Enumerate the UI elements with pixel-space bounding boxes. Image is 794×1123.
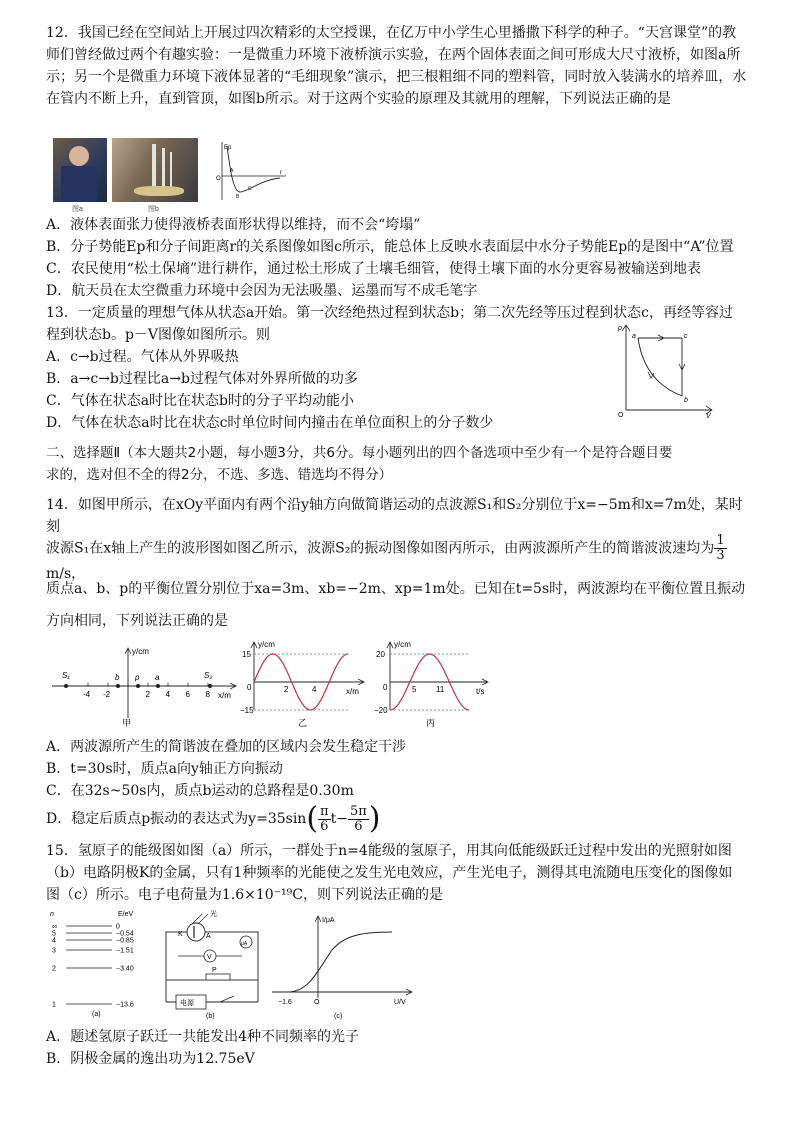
q15-b-p: P (212, 967, 217, 974)
q13-o-label: O (618, 412, 624, 419)
q14-jia-s2: S₂ (204, 671, 213, 680)
q14-line2-text: 波源S₁在x轴上产生的波形图如图乙所示，波源S₂的振动图像如图丙所示，由两波源所产生的简谐波波速均为 (46, 540, 715, 557)
q13-a-label: a (632, 333, 636, 340)
q15-level-e: 0 (116, 923, 120, 931)
q14-jia-caption: 甲 (122, 718, 132, 728)
q15-fig-b-circuit (158, 908, 268, 1020)
q13-v-label: V (706, 413, 711, 420)
q14-d-den2: 6 (354, 818, 363, 834)
q12-fig-c-ep-label: Ep (224, 145, 232, 151)
q14-line4: 方向相同，下列说法正确的是 (46, 613, 228, 629)
q14-speed-den: 3 (716, 548, 725, 563)
q14-bing-amp-bot: −20 (374, 706, 388, 715)
q14-yi-amp-top: 15 (242, 650, 251, 659)
q12-fig-a-caption: 图a (72, 206, 83, 213)
q13-pv-graph (614, 322, 718, 418)
q14-jia-tick-label: 2 (145, 690, 150, 699)
q14-fig-jia (46, 640, 242, 730)
q15-level-e: −1.51 (116, 947, 134, 955)
q14-bing-y: y/cm (394, 640, 411, 649)
q14-yi-y: y/cm (258, 640, 275, 649)
q13-option-d: D．气体在状态a时比在状态c时单位时间内撞击在单位面积上的分子数少 (46, 415, 494, 431)
q12-fig-b-caption: 图b (148, 206, 159, 213)
q15-level-n: 2 (52, 965, 56, 973)
q14-d-num1: π (320, 803, 329, 819)
q15-line3: 图（c）所示。电子电荷量为1.6×10⁻¹⁹C，则下列说法正确的是 (46, 887, 443, 903)
q14-jia-tick-label: -2 (103, 690, 111, 699)
q15-c-u: U/V (394, 999, 406, 1006)
q12-option-a: A．液体表面张力使得液桥表面形状得以维持，而不会“垮塌” (46, 217, 421, 233)
q15-b-a: A (206, 933, 211, 940)
section2-line2: 求的，选对但不全的得2分，不选、多选、错选均不得分） (46, 467, 393, 483)
q15-level-e: −3.40 (116, 965, 134, 973)
q15-line1: 15．氢原子的能级图如图（a）所示，一群处于n=4能级的氢原子，用其向低能级跃迁过程中发出的光照射如图 (46, 843, 732, 859)
q14-jia-x: x/m (218, 691, 231, 700)
q15-level-n: ∞ (52, 923, 57, 931)
q14-jia-tick-label: -4 (83, 690, 91, 699)
q13-option-b: B．a→c→b过程比a→b过程气体对外界所做的功多 (46, 371, 358, 387)
q15-b-v: V (207, 954, 212, 961)
q15-b-ua: μA (241, 941, 248, 947)
q14-bing-amp-top: 20 (376, 650, 385, 659)
q15-level-e: −0.85 (116, 937, 134, 945)
q15-level-n: 5 (52, 930, 56, 938)
q14-option-d: D．稳定后质点p振动的表达式为y=35sin( $\frac{\pi}{6}$ t− $\frac{5\pi}{6}$ ) (46, 801, 381, 836)
q14-line3: 质点a、b、p的平衡位置分别位于xa=3m、xb=−2m、xp=1m处。已知在t=5s时，两波源均在平衡位置且振动 (46, 581, 746, 597)
q13-stem-line1: 13．一定质量的理想气体从状态a开始。第一次经绝热过程到状态b；第二次先经等压过程到状态c，再经等容过 (46, 305, 733, 321)
q15-option-a: A．题述氢原子跃迁一共能发出4种不同频率的光子 (46, 1029, 360, 1045)
q15-fig-c-iu-graph (270, 910, 416, 1020)
q14-yi-tick-4: 4 (312, 685, 317, 694)
q15-fig-a-energy-levels (46, 908, 150, 1020)
q15-level-n: 1 (52, 1001, 56, 1009)
q14-bing-tick-5: 5 (412, 685, 417, 694)
q15-b-caption: (b) (206, 1013, 215, 1020)
q15-b-light: 光 (210, 911, 217, 918)
q12-fig-c-ep-r-graph (208, 140, 288, 204)
q15-level-n: 4 (52, 937, 56, 945)
q14-jia-p: p (135, 673, 140, 682)
q15-a-n: n (50, 911, 54, 918)
q15-c-i: I/μA (322, 917, 335, 924)
q12-photo-b (112, 138, 198, 202)
q15-a-caption: (a) (92, 1011, 101, 1018)
q13-p-label: p (618, 325, 622, 332)
q15-b-k: K (178, 931, 183, 938)
q14-jia-b: b (115, 673, 120, 682)
q15-c-v0: −1.6 (278, 999, 292, 1006)
q15-option-b: B．阴极金属的逸出功为12.75eV (46, 1051, 255, 1067)
q12-fig-c-c-label: C (248, 186, 252, 192)
q13-c-label: c (684, 333, 688, 340)
q14-d-den1: 6 (320, 818, 329, 834)
q14-option-d-text: D．稳定后质点p振动的表达式为y=35sin (46, 811, 307, 827)
q12-fig-c-o-label: O (216, 176, 221, 182)
q14-bing-caption: 丙 (426, 718, 436, 728)
q14-jia-a: a (155, 673, 160, 682)
q15-a-e: E/eV (118, 911, 134, 918)
q12-fig-c-r-label: r (280, 170, 282, 176)
q15-line2: （b）电路阴极K的金属，只有1种频率的光能使之发生光电效应，产生光电子，测得其电流随电压变化的图像如 (46, 865, 733, 881)
section2-line1: 二、选择题Ⅱ（本大题共2小题，每小题3分，共6分。每小题列出的四个备选项中至少有一个是符合题目要 (46, 445, 673, 461)
q13-option-c: C．气体在状态a时比在状态b时的分子平均动能小 (46, 393, 355, 409)
q15-c-o: O (314, 999, 320, 1006)
q14-bing-tick-11: 11 (436, 685, 445, 694)
q14-yi-o: 0 (247, 683, 252, 692)
q13-stem-line2: 程到状态b。p－V图像如图所示。则 (46, 327, 271, 343)
q12-stem: 12．我国已经在空间站上开展过四次精彩的太空授课，在亿万中小学生心里播撒下科学的种子。“天宫课堂”的教师们曾经做过两个有趣实验：一是微重力环境下液桥演示实验，在两个固体表面之间可形成大尺寸液桥，如图a所示；另一个是微重力环境下液体显著的“毛细现象”演示，把三根粗细不同的塑料管，同时放入装满水的培养皿，水在管内不断上升，直到管顶，如图b所示。对于这两个实验的原理及其就用的理解，下列说法正确的是 (46, 25, 747, 107)
q14-yi-amp-bot: −15 (240, 706, 254, 715)
q13-b-label: b (684, 397, 688, 404)
q14-jia-s1: S₁ (62, 671, 70, 680)
q14-option-c: C．在32s~50s内，质点b运动的总路程是0.30m (46, 783, 354, 799)
q15-c-caption: (c) (334, 1013, 343, 1020)
q14-bing-x: t/s (476, 687, 485, 696)
q15-b-source: 电源 (180, 1000, 194, 1007)
q14-jia-tick-label: 8 (205, 690, 210, 699)
q14-yi-x: x/m (346, 687, 359, 696)
q14-fig-yi (240, 638, 368, 730)
q12-fig-c-b-label: B (236, 194, 240, 200)
q14-speed-fraction (714, 534, 726, 563)
q12-option-c: C．农民使用“松土保墒”进行耕作，通过松土形成了土壤毛细管，使得土壤下面的水分更容易被输送到地表 (46, 261, 702, 277)
q14-bing-o: 0 (383, 683, 388, 692)
q14-d-num2: 5π (349, 803, 367, 819)
q12-option-b: B．分子势能Ep和分子间距离r的关系图像如图c所示，能总体上反映水表面层中水分子势能Ep的是图中“A”位置 (46, 239, 734, 255)
q14-line1: 14．如图甲所示，在xOy平面内有两个沿y轴方向做简谐运动的点波源S₁和S₂分别位于x=−5m和x=7m处，某时刻 (46, 497, 743, 535)
q14-yi-caption: 乙 (298, 718, 308, 728)
q15-level-e: −0.54 (116, 930, 134, 938)
q12-photo-a (53, 138, 107, 202)
q14-yi-tick-2: 2 (284, 685, 289, 694)
q15-level-e: −13.6 (116, 1001, 134, 1009)
q14-fig-bing (376, 638, 492, 730)
q12-fig-c-a-label: A (230, 168, 234, 174)
q14-jia-tick-label: 4 (165, 690, 170, 699)
q14-speed-unit: m/s， (46, 566, 86, 582)
q15-level-n: 3 (52, 947, 56, 955)
q12-option-d: D．航天员在太空微重力环境中会因为无法吸墨、运墨而写不成毛笔字 (46, 283, 478, 299)
q14-jia-tick-label: 6 (185, 690, 190, 699)
q14-d-t: t− (330, 811, 348, 827)
q13-option-a: A．c→b过程。气体从外界吸热 (46, 349, 239, 365)
q14-jia-y: y/cm (132, 647, 149, 656)
q14-option-b: B．t=30s时，质点a向y轴正方向振动 (46, 761, 283, 777)
q14-speed-num: 1 (716, 533, 725, 548)
q14-option-a: A．两波源所产生的简谐波在叠加的区域内会发生稳定干涉 (46, 739, 407, 755)
